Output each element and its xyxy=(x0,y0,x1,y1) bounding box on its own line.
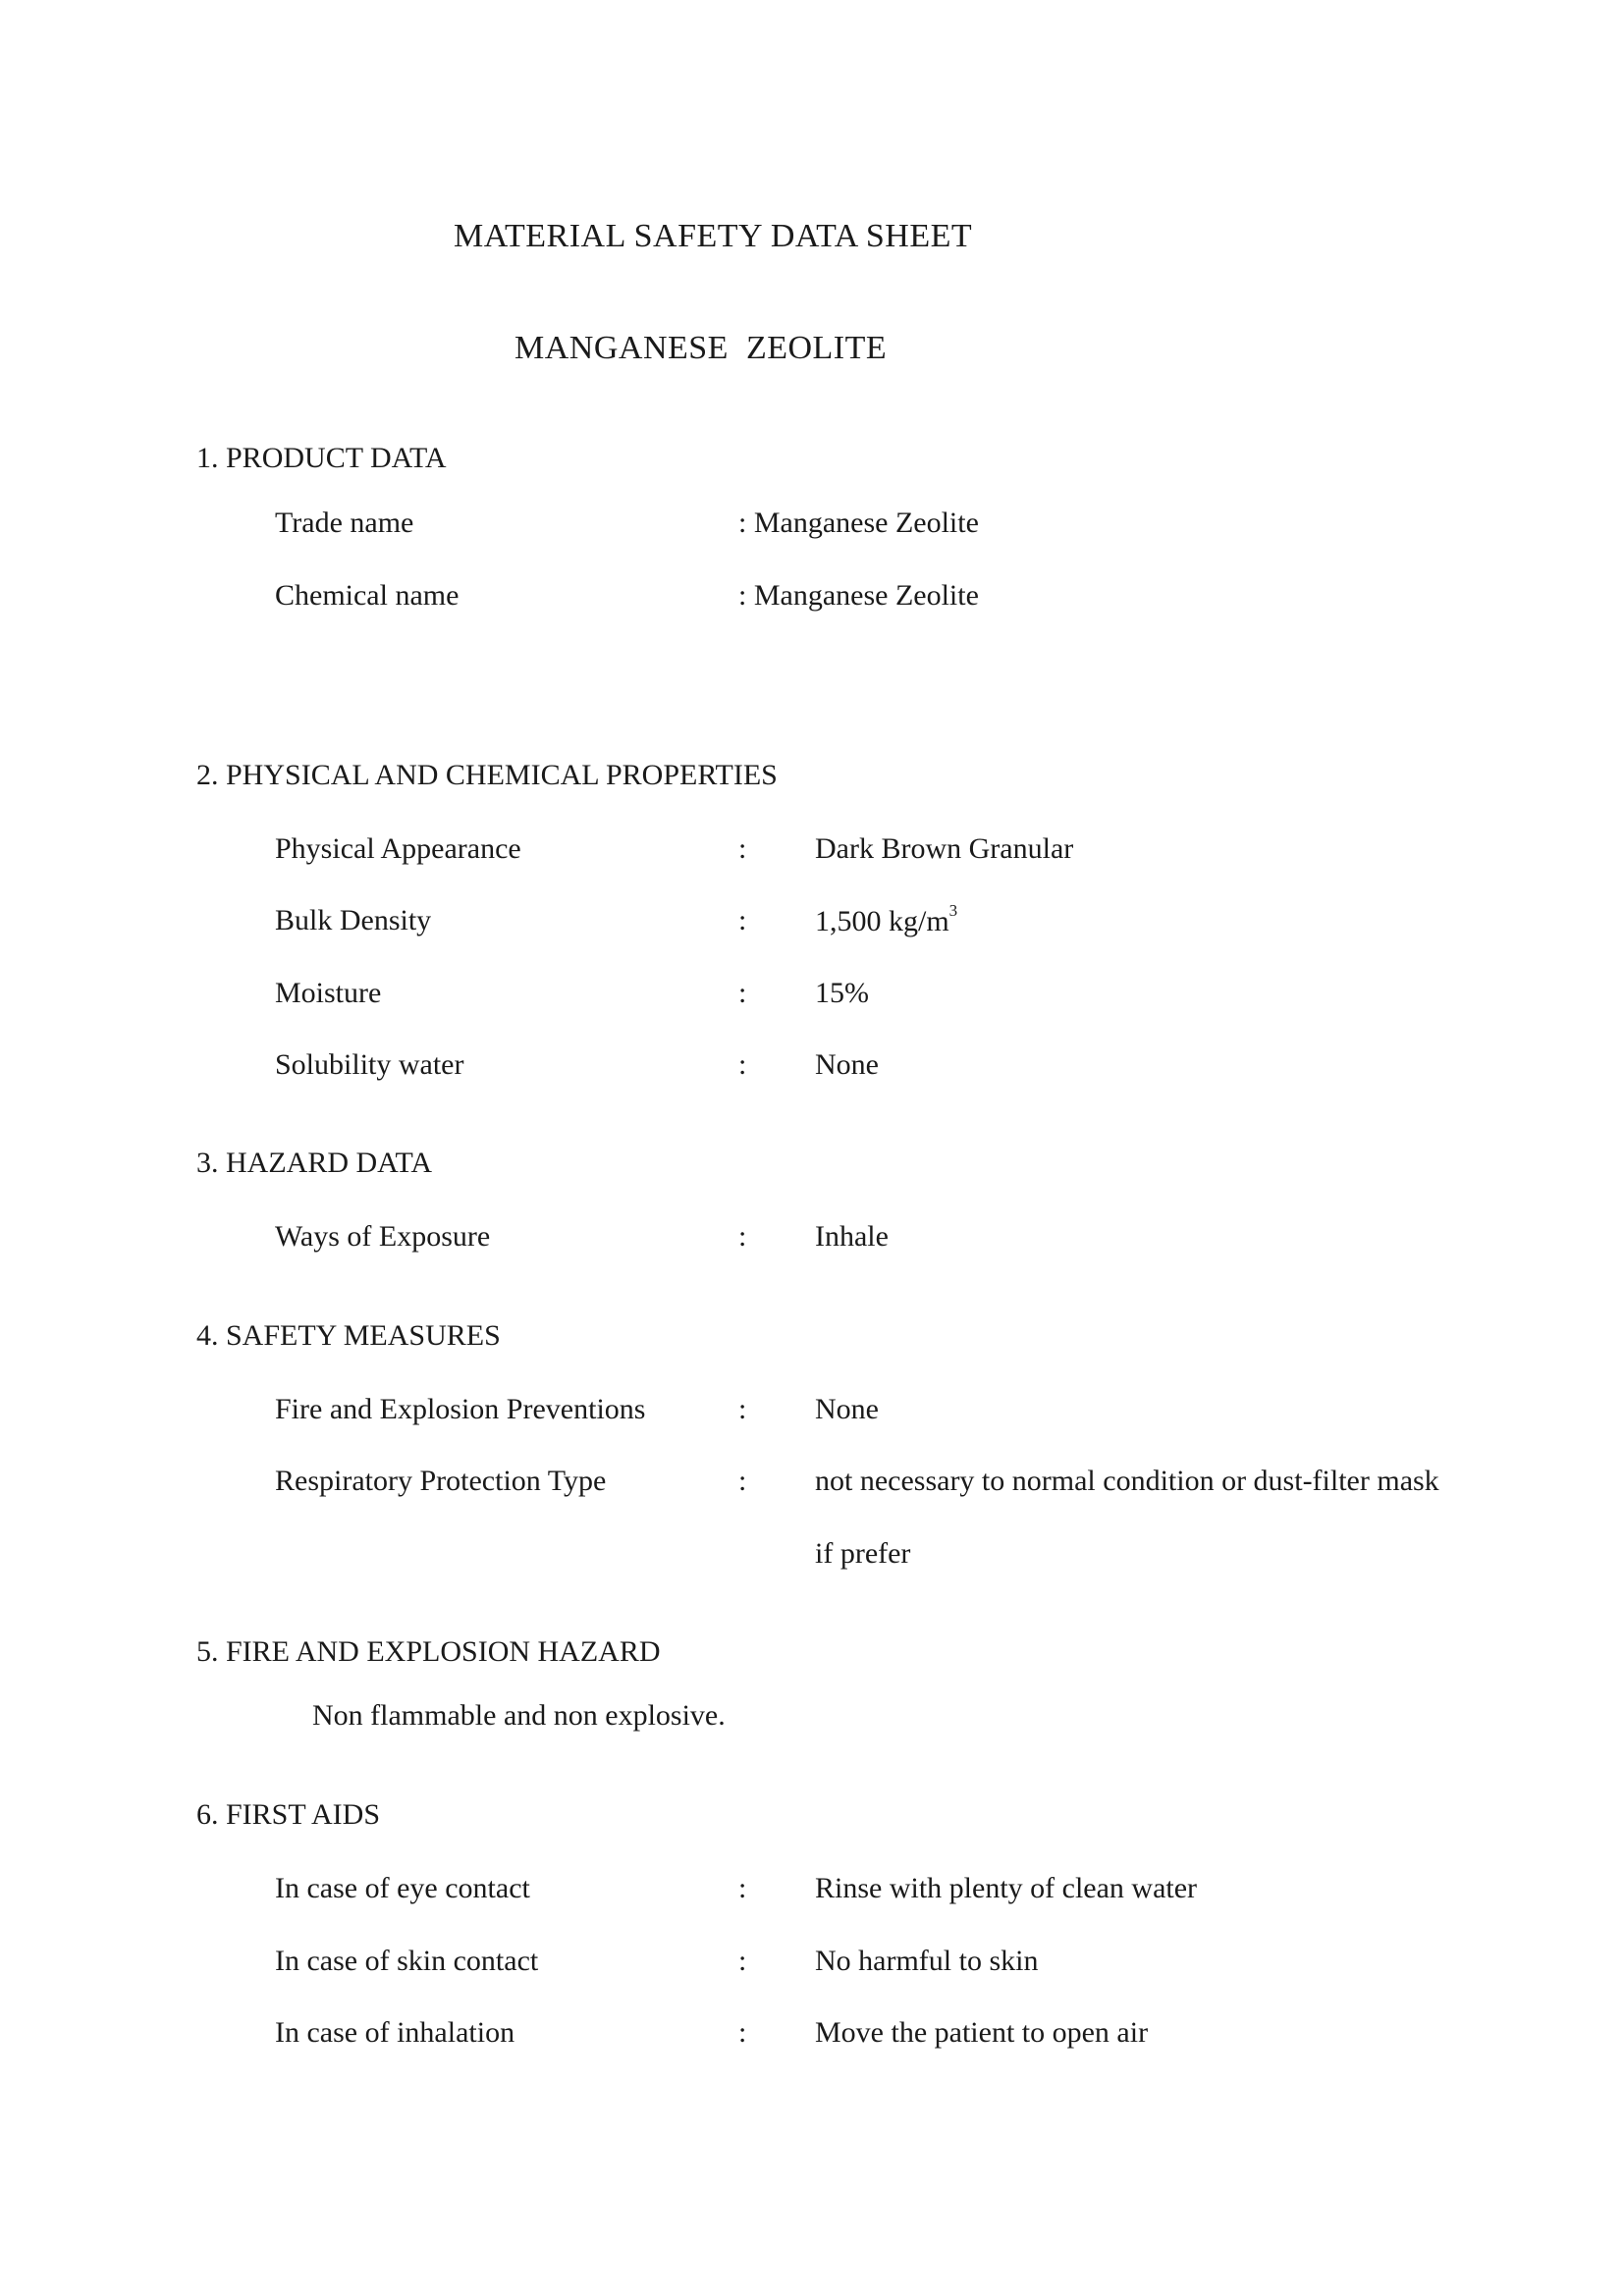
row-label-respiratory-protection: Respiratory Protection Type xyxy=(275,1465,607,1497)
row-label-moisture: Moisture xyxy=(275,977,382,1009)
row-colon: : xyxy=(738,832,747,865)
row-colon: : xyxy=(738,1220,747,1253)
row-colon: : xyxy=(738,1945,747,1977)
row-label-fire-explosion-preventions: Fire and Explosion Preventions xyxy=(275,1393,646,1425)
document-subtitle: MANGANESE ZEOLITE xyxy=(514,330,888,366)
row-label-skin-contact: In case of skin contact xyxy=(275,1945,539,1977)
row-label-chemical-name: Chemical name xyxy=(275,579,460,612)
row-value-skin-contact: No harmful to skin xyxy=(815,1945,1039,1977)
row-colon: : xyxy=(738,977,747,1009)
row-value-ways-of-exposure: Inhale xyxy=(815,1220,889,1253)
row-label-bulk-density: Bulk Density xyxy=(275,904,432,936)
section-heading-hazard-data: 3. HAZARD DATA xyxy=(196,1147,433,1179)
row-value-fire-explosion-preventions: None xyxy=(815,1393,879,1425)
section-heading-first-aids: 6. FIRST AIDS xyxy=(196,1798,381,1831)
row-value-trade-name: : Manganese Zeolite xyxy=(738,507,979,539)
row-value-bulk-density xyxy=(815,901,958,937)
row-label-eye-contact: In case of eye contact xyxy=(275,1872,530,1904)
section-heading-safety-measures: 4. SAFETY MEASURES xyxy=(196,1319,501,1352)
row-label-trade-name: Trade name xyxy=(275,507,414,539)
row-value-moisture: 15% xyxy=(815,977,869,1009)
row-colon: : xyxy=(738,904,747,936)
row-label-inhalation: In case of inhalation xyxy=(275,2016,515,2049)
row-label-solubility-water: Solubility water xyxy=(275,1048,464,1081)
row-value-eye-contact: Rinse with plenty of clean water xyxy=(815,1872,1198,1904)
section-heading-fire-explosion-hazard: 5. FIRE AND EXPLOSION HAZARD xyxy=(196,1635,661,1668)
row-value-respiratory-protection: not necessary to normal condition or dust-filter mask xyxy=(815,1465,1439,1497)
row-value-physical-appearance: Dark Brown Granular xyxy=(815,832,1074,865)
fire-hazard-text: Non flammable and non explosive. xyxy=(312,1699,726,1732)
row-value-respiratory-protection-line2: if prefer xyxy=(815,1537,911,1570)
bulk-density-exponent: 3 xyxy=(948,901,958,920)
bulk-density-value: 1,500 kg/m xyxy=(815,905,949,937)
row-colon: : xyxy=(738,1872,747,1904)
document-title: MATERIAL SAFETY DATA SHEET xyxy=(454,218,973,254)
row-label-ways-of-exposure: Ways of Exposure xyxy=(275,1220,491,1253)
row-colon: : xyxy=(738,1393,747,1425)
row-colon: : xyxy=(738,2016,747,2049)
row-value-chemical-name: : Manganese Zeolite xyxy=(738,579,979,612)
row-label-physical-appearance: Physical Appearance xyxy=(275,832,521,865)
section-heading-physical-chemical: 2. PHYSICAL AND CHEMICAL PROPERTIES xyxy=(196,759,778,791)
row-colon: : xyxy=(738,1048,747,1081)
row-colon: : xyxy=(738,1465,747,1497)
row-value-solubility-water: None xyxy=(815,1048,879,1081)
row-value-inhalation: Move the patient to open air xyxy=(815,2016,1149,2049)
section-heading-product-data: 1. PRODUCT DATA xyxy=(196,442,447,474)
